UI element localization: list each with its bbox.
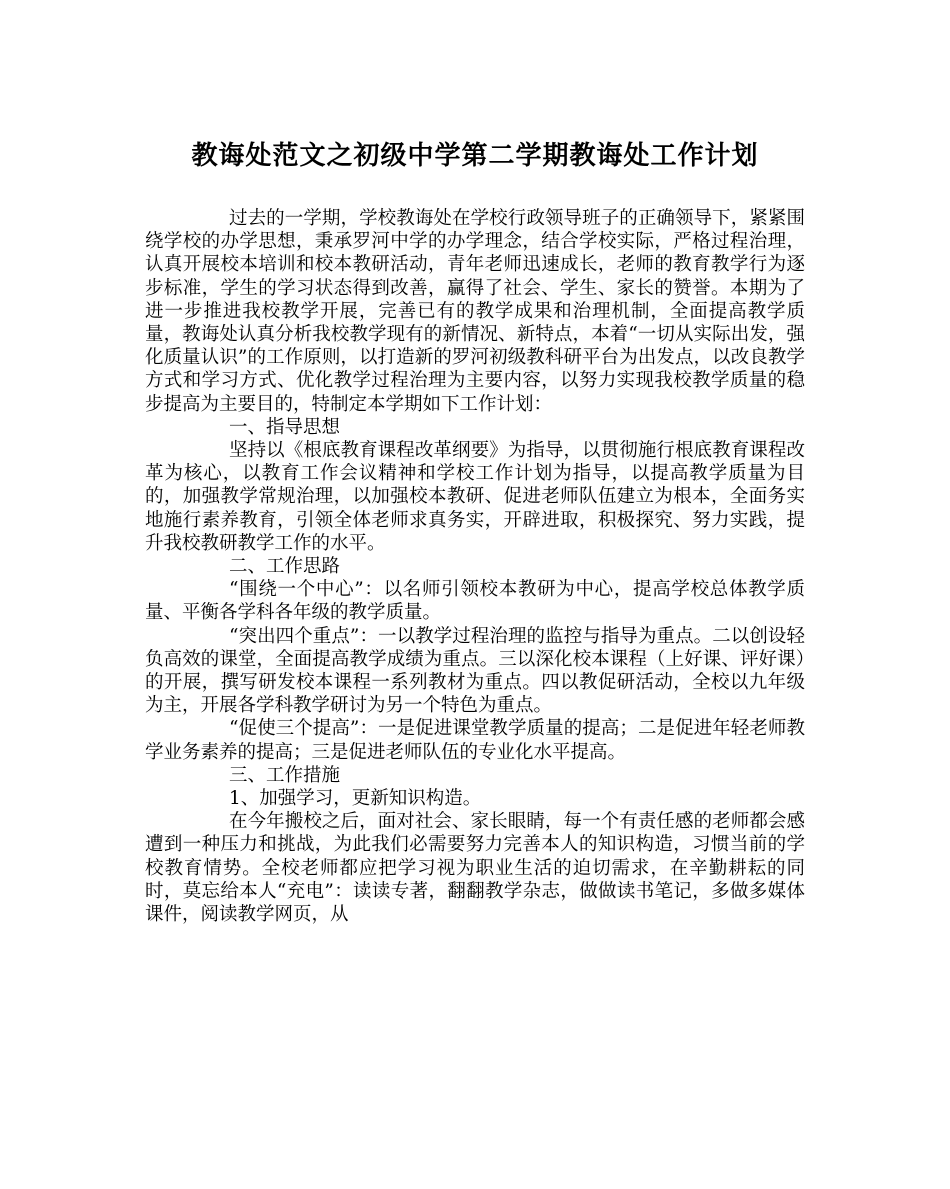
- subsection-heading-strengthen-learning: 1、加强学习，更新知识构造。: [229, 788, 482, 810]
- document-body: [145, 207, 805, 926]
- paragraph-strengthen-learning: 在今年搬校之后，面对社会、家长眼睛，每一个有责任感的老师都会感遭到一种压力和挑战，为此我们必需要努力完善本人的知识构造，习惯当前的学校教育情势。全校老师都应把学习视为职业生活的迫切需求，在辛勤耕耘的同时，莫忘给本人“充电”：读读专著，翻翻教学杂志，做做读书笔记，多做多媒体课件，阅读教学网页，从: [145, 811, 805, 926]
- section-heading-work-approach: 二、工作思路: [229, 556, 341, 578]
- paragraph-intro: 过去的一学期，学校教诲处在学校行政领导班子的正确领导下，紧紧围绕学校的办学思想，秉承罗河中学的办学理念，结合学校实际，严格过程治理，认真开展校本培训和校本教研活动，青年老师迅速成长，老师的教育教学行为逐步标准，学生的学习状态得到改善，赢得了社会、学生、家长的赞誉。本期为了进一步推进我校教学开展，完善已有的教学成果和治理机制，全面提高教学质量，教诲处认真分析我校教学现有的新情况、新特点，本着“一切从实际出发，强化质量认识”的工作原则，以打造新的罗河初级教科研平台为出发点，以改良教学方式和学习方式、优化教学过程治理为主要内容，以努力实现我校教学质量的稳步提高为主要目的，特制定本学期如下工作计划：: [145, 208, 805, 415]
- paragraph-one-center: “围绕一个中心”：以名师引领校本教研为中心，提高学校总体教学质量、平衡各学科各年级的教学质量。: [145, 579, 805, 624]
- paragraph-three-improvements: “促使三个提高”：一是促进课堂教学质量的提高；二是促进年轻老师教学业务素养的提高；三是促进老师队伍的专业化水平提高。: [145, 718, 805, 763]
- paragraph-guiding-ideology: 坚持以《根底教育课程改革纲要》为指导，以贯彻施行根底教育课程改革为核心，以教育工作会议精神和学校工作计划为指导，以提高教学质量为目的，加强教学常规治理，以加强校本教研、促进老师队伍建立为根本，全面务实地施行素养教育，引领全体老师求真务实，开辟进取，积极探究、努力实践，提升我校教研教学工作的水平。: [145, 440, 805, 554]
- document-title: 教诲处范文之初级中学第二学期教诲处工作计划: [191, 141, 759, 171]
- section-heading-guiding-ideology: 一、指导思想: [229, 416, 341, 438]
- paragraph-four-priorities: “突出四个重点”：一以教学过程治理的监控与指导为重点。二以创设轻负高效的课堂，全面提高教学成绩为重点。三以深化校本课程（上好课、评好课）的开展，撰写研发校本课程一系列教材为重点。四以教促研活动，全校以九年级为主，开展各学科教学研讨为另一个特色为重点。: [145, 625, 805, 717]
- section-heading-work-measures: 三、工作措施: [229, 764, 341, 786]
